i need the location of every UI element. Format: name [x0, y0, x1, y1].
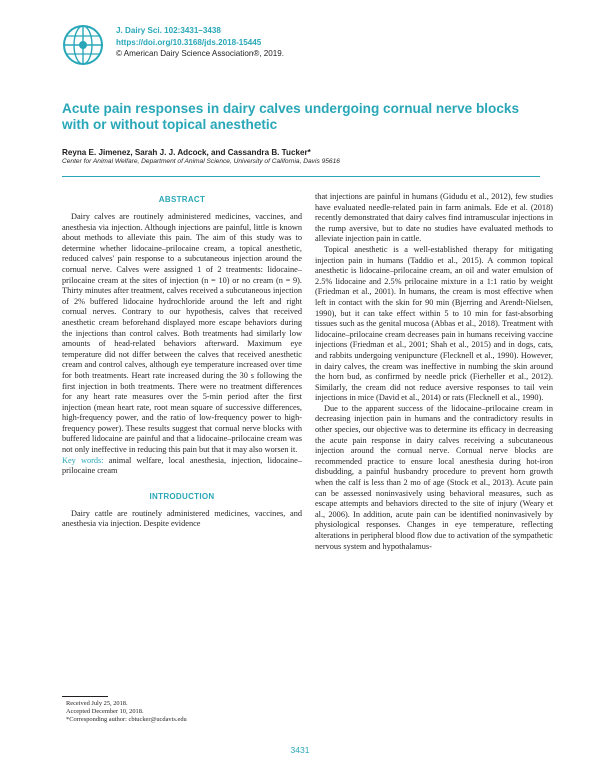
keywords — [62, 456, 302, 477]
intro-paragraph-3: Due to the apparent success of the lidocaine–prilocaine cream in decreasing injection pain in humans and the contradictory results in other species, our objective was to determine its efficacy in decreasing the acute pain response in dairy calves receiving a subcutaneous injection around the cornual nerve. Cornual nerve blocks are recommended practice to ensure local anesthesia during hot-iron disbudding, a painful husbandry procedure to prevent horn growth when the calf is less than 2 mo of age (Stock et al., 2013). Acute pain can be assessed noninvasively using behavioral measures, such as escape attempts and behaviors directed to the site of injury (Weary et al., 2006). In addition, acute pain can be identified noninvasively by physiological responses. Changes in eye temperature, reflecting alterations in peripheral blood flow due to activation of the sympathetic nervous system and hypothalamus- — [315, 403, 553, 551]
page-number: 3431 — [290, 745, 310, 755]
footnote — [66, 700, 296, 724]
right-column — [315, 192, 553, 552]
left-column — [62, 194, 302, 530]
journal-meta — [116, 25, 284, 60]
accepted-date: Accepted December 10, 2018. — [66, 708, 144, 715]
journal-globe-logo — [62, 24, 104, 66]
intro-paragraph-2: Topical anesthetic is a well-established therapy for mitigating injection pain in humans (Taddio et al., 2015). A common topical anesthetic is lidocaine–prilocaine cream, an oil and water emulsion of 2.5% lidocaine and 2.5% prilocaine mixture in a 1:1 ratio by weight (Friedman et al., 2001). In humans, the cream is most effective when left in contact with the skin for 90 min (Bjerring and Arendt-Nielsen, 1990), but it can take effect within 5 to 10 min for fast-absorbing tissues such as the genital mucosa (Abbas et al., 2018). Treatment with lidocaine–prilocaine cream decreases pain in humans receiving vaccine injections (Friedman et al., 2001; Shah et al., 2015) and in dogs, cats, and rabbits undergoing venipuncture (Flecknell et al., 1990). However, in dairy calves, the cream was ineffective in numbing the skin around the horn bud, as confirmed by needle prick (Fierheller et al., 2012). Similarly, the cream did not reduce aversive responses to tail vein injections in mice (David et al., 2014) or rats (Flecknell et al., 1990). — [315, 244, 553, 403]
header-rule — [62, 176, 540, 177]
intro-paragraph-1: Dairy cattle are routinely administered medicines, vaccines, and anesthesia via injection. Despite evidence — [62, 508, 302, 529]
journal-citation: J. Dairy Sci. 102:3431–3438 — [116, 26, 221, 35]
corresponding-author: *Corresponding author: cbtucker@ucdavis.edu — [66, 716, 187, 723]
intro-paragraph-1-cont: that injections are painful in humans (Gidudu et al., 2012), few studies have evaluated needle-related pain in farm animals. Ede et al. (2018) recently demonstrated that dairy calves find intramuscular injections in the rump aversive, but to date no studies have evaluated methods to alleviate injection pain in cattle. — [315, 192, 553, 244]
copyright: © American Dairy Science Association®, 2019. — [116, 49, 285, 58]
doi-link[interactable]: https://doi.org/10.3168/jds.2018-15445 — [116, 37, 262, 47]
abstract-text: Dairy calves are routinely administered medicines, vaccines, and anesthesia via injection. Although injections are painful, little is known about methods to alleviate this pain. The aim of this study was to determine whether lidocaine–prilocaine cream, a topical anesthetic, reduced calves' pain response to a subcutaneous injection around the cornual nerve. Calves were assigned 1 of 2 treatments: lidocaine–prilocaine cream at the sites of injection (n = 10) or no cream (n = 9). Thirty minutes after treatment, calves received a subcutaneous injection of 2% buffered lidocaine hydrochloride around the left and right cornual nerves. Contrary to our hypothesis, calves that received anesthetic cream beforehand displayed more escape behaviors during the injections than control calves. Both treatments had similarly low amounts of head-related behaviors afterward. Maximum eye temperature did not differ between the calves that received anesthetic cream and control calves, although eye temperature increased over time for both treatments. Heart rate increased during the 30 s following the first injection in both treatments. There were no treatment differences for any heart rate measures over the 5-min period after the first injection (mean heart rate, root mean square of successive differences, high-frequency power, and the ratio of low-frequency power to high-frequency power). These results suggest that cornual nerve blocks with buffered lidocaine are painful and that a lidocaine–prilocaine cream was not only ineffective in reducing this pain but that it may also worsen it. — [62, 212, 302, 455]
authors: Reyna E. Jimenez, Sarah J. J. Adcock, and Cassandra B. Tucker* — [62, 148, 311, 157]
keywords-label: Key words: — [62, 455, 104, 465]
affiliation: Center for Animal Welfare, Department of Animal Science, University of California, Davis 95616 — [62, 158, 340, 165]
received-date: Received July 25, 2018. — [66, 700, 128, 707]
article-title: Acute pain responses in dairy calves undergoing cornual nerve blocks with or without topical anesthetic — [62, 101, 520, 132]
footnote-rule — [62, 696, 108, 697]
abstract-heading: ABSTRACT — [158, 195, 206, 204]
keywords-text: animal welfare, local anesthesia, injection, lidocaine–prilocaine cream — [62, 455, 303, 476]
introduction-heading: INTRODUCTION — [149, 491, 215, 501]
